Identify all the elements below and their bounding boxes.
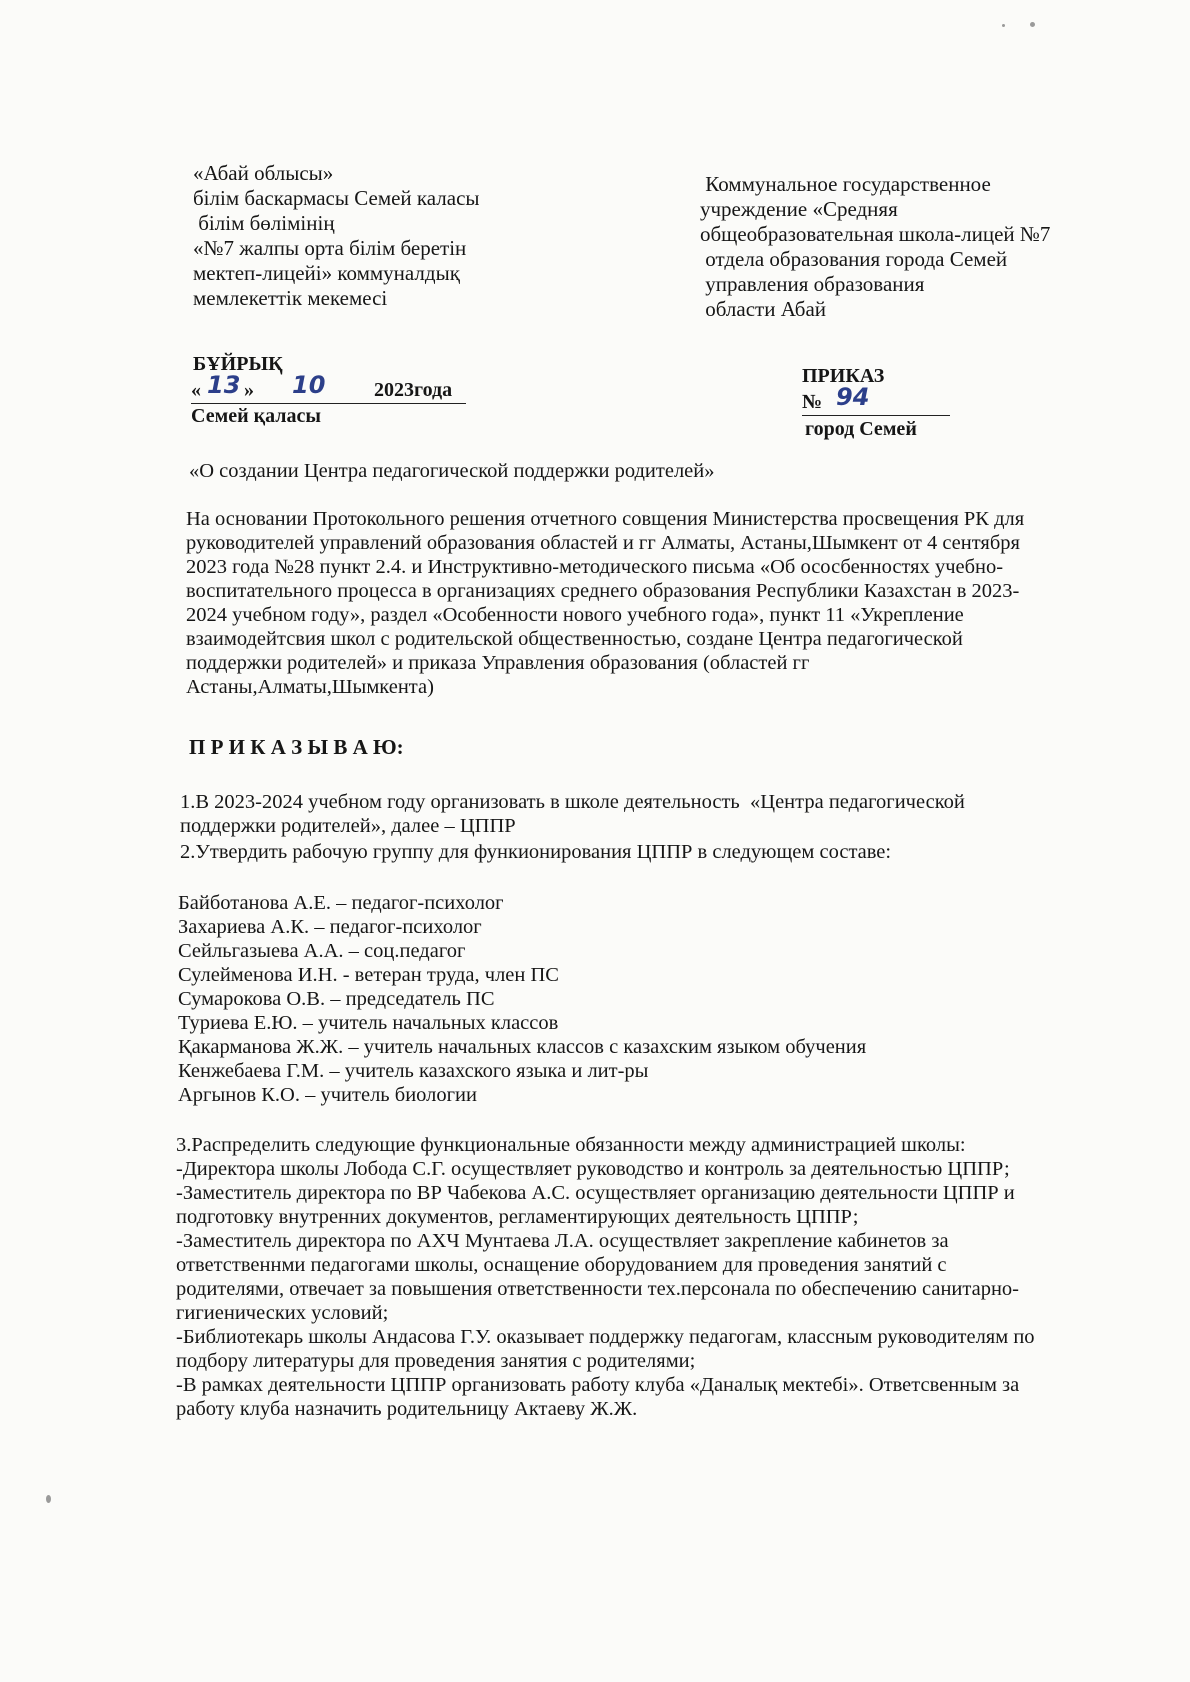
date-open-quote: «	[191, 379, 201, 401]
order-word: П Р И К А З Ы В А Ю:	[189, 735, 404, 759]
header-ru	[700, 172, 1050, 322]
item-3-line: подбору литературы для проведения занятия с родителями;	[176, 1350, 696, 1372]
order-date-kz	[191, 371, 466, 404]
member-row: Туриева Е.Ю. – учитель начальных классов	[178, 1012, 559, 1034]
header-kz-line: «№7 жалпы орта білім беретін	[193, 236, 467, 260]
date-year: 2023года	[374, 379, 453, 401]
order-title-kz: БҰЙРЫҚ	[193, 353, 283, 375]
header-ru-line: области Абай	[700, 297, 827, 321]
item-3-line: -В рамках деятельности ЦППР организовать работу клуба «Даналық мектебі». Ответсвенным за	[176, 1374, 1020, 1396]
preamble	[186, 507, 1024, 699]
header-ru-line: Коммунальное государственное	[700, 172, 991, 196]
item-3-line: родителями, отвечает за повышения ответственности тех.персонала по обеспечению санитарно-	[176, 1278, 1019, 1300]
order-number-label: №	[802, 391, 823, 413]
member-row: Сулейменова И.Н. - ветеран труда, член ПС	[178, 964, 559, 986]
order-city-kz: Семей қаласы	[191, 405, 321, 427]
item-3-line: работу клуба назначить родительницу Актаеву Ж.Ж.	[176, 1398, 638, 1420]
preamble-line: 2023 года №28 пункт 2.4. и Инструктивно-методического письма «Об ососбенностях учебно-	[186, 556, 1004, 578]
header-ru-line: управления образования	[700, 272, 925, 296]
order-number-handwritten: 94	[836, 383, 870, 411]
item-3-line: -Заместитель директора по АХЧ Мунтаева Л.А. осуществляет закрепление кабинетов за	[176, 1230, 949, 1252]
item-1-line: 1.В 2023-2024 учебном году организовать в школе деятельность «Центра педагогической	[180, 791, 965, 813]
item-3-line: 3.Распределить следующие функциональные обязанности между администрацией школы:	[176, 1134, 966, 1156]
member-row: Аргынов К.О. – учитель биологии	[178, 1084, 477, 1106]
preamble-line: На основании Протокольного решения отчетного совщения Министерства просвещения РК для	[186, 508, 1025, 530]
item-3	[176, 1133, 1035, 1421]
preamble-line: руководителей управлений образования областей и гг Алматы, Астаны,Шымкент от 4 сентября	[186, 532, 1020, 554]
member-row: Байботанова А.Е. – педагог-психолог	[178, 892, 504, 914]
member-row: Қакарманова Ж.Ж. – учитель начальных классов с казахским языком обучения	[178, 1036, 867, 1058]
header-ru-line: отдела образования города Семей	[700, 247, 1008, 271]
order-subject: «О создании Центра педагогической поддержки родителей»	[189, 460, 715, 482]
header-kz-line: білім бөлімінің	[193, 211, 335, 235]
item-3-line: гигиенических условий;	[176, 1302, 389, 1324]
item-3-line: подготовку внутренних документов, регламентирующих деятельность ЦППР;	[176, 1206, 859, 1228]
item-3-line: -Заместитель директора по ВР Чабекова А.С. осуществляет организацию деятельности ЦППР и	[176, 1182, 1015, 1204]
member-row: Захариева А.К. – педагог-психолог	[178, 916, 482, 938]
date-close-quote: »	[244, 379, 254, 401]
preamble-line: поддержки родителей» и приказа Управления образования (областей гг	[186, 652, 810, 674]
scan-speck	[1030, 22, 1035, 27]
order-title-ru: ПРИКАЗ	[802, 365, 885, 387]
member-row: Сейльгазыева А.А. – соц.педагог	[178, 940, 466, 962]
scan-speck	[46, 1495, 51, 1503]
member-row: Кенжебаева Г.М. – учитель казахского языка и лит-ры	[178, 1060, 649, 1082]
preamble-line: Астаны,Алматы,Шымкента)	[186, 676, 434, 698]
scan-speck	[1002, 24, 1005, 27]
header-kz-line: мектеп-лицейі» коммуналдық	[193, 261, 460, 285]
header-kz-line: мемлекеттік мекемесі	[193, 286, 388, 310]
item-3-line: -Директора школы Лобода С.Г. осуществляет руководство и контроль за деятельностью ЦППР;	[176, 1158, 1010, 1180]
date-month-handwritten: 10	[292, 371, 326, 399]
item-3-line: -Библиотекарь школы Андасова Г.У. оказывает поддержку педагогам, классным руководителям по	[176, 1326, 1035, 1348]
header-ru-line: учреждение «Средняя	[700, 197, 898, 221]
order-number-ru	[802, 383, 950, 416]
date-day-handwritten: 13	[207, 371, 241, 399]
header-kz-line: білім баскармасы Семей каласы	[193, 186, 480, 210]
preamble-line: 2024 учебном году», раздел «Особенности нового учебного года», пункт 11 «Укрепление	[186, 604, 964, 626]
header-kz	[193, 161, 480, 311]
item-1-line: поддержки родителей», далее – ЦППР	[180, 815, 516, 837]
preamble-line: взаимодейтсвия школ с родительской общественностью, создане Центра педагогической	[186, 628, 963, 650]
order-city-ru: город Семей	[805, 418, 917, 440]
header-ru-line: общеобразовательная школа-лицей №7	[700, 222, 1051, 246]
item-2: 2.Утвердить рабочую группу для функионирования ЦППР в следующем составе:	[180, 841, 892, 863]
header-kz-line: «Абай облысы»	[193, 161, 334, 185]
preamble-line: воспитательного процесса в организациях среднего образования Республики Казахстан в 2023-	[186, 580, 1020, 602]
item-1	[180, 790, 965, 838]
item-3-line: ответственнми педагогами школы, оснащение оборудованием для проведения занятий с	[176, 1254, 947, 1276]
member-row: Сумарокова О.В. – председатель ПС	[178, 988, 495, 1010]
members-list	[178, 891, 866, 1107]
